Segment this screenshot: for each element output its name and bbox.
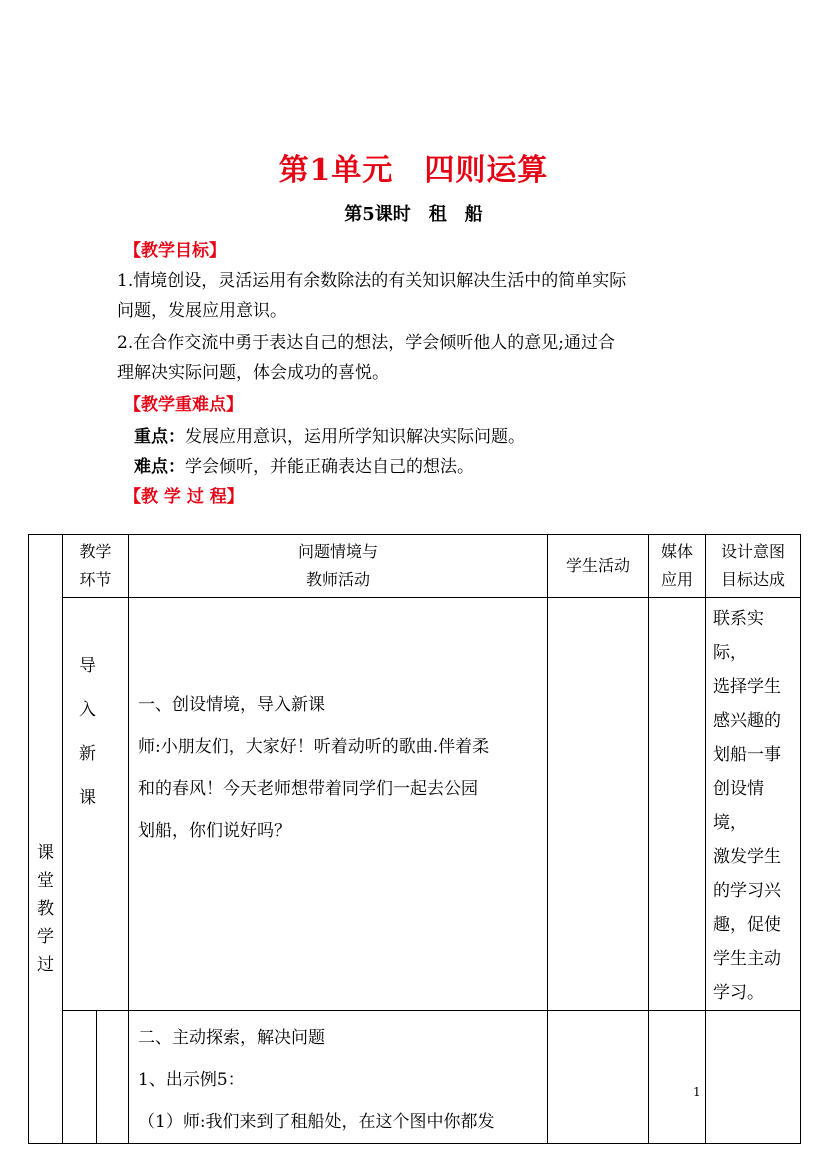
design-cell: 联系实际， 选择学生 感兴趣的 划船一事 创设情境， 激发学生 的学习兴 趣，促使 学生主动 学习。 [706,598,801,1011]
focus-line [134,422,525,447]
goal-line: 2.在合作交流中勇于表达自己的想法，学会倾听他人的意见;通过合 [117,333,615,353]
activity-cell: 一、创设情境，导入新课 师:小朋友们，大家好！听着动听的歌曲.伴着柔 和的春风！今天老师想带着同学们一起去公园 划船，你们说好吗？ [129,598,548,1011]
stage-cell: 导 入 新 课 [63,598,129,1011]
header-media: 媒体 应用 [649,535,706,598]
process-heading: 【教 学 过 程】 [124,487,244,507]
focus-label: 重点： [134,427,185,447]
goal-line: 理解决实际问题，体会成功的喜悦。 [117,363,389,383]
student-cell [548,598,649,1011]
student-cell [548,1011,649,1144]
page-number: 1 [693,1085,701,1099]
table-header-row [29,535,801,598]
header-student: 学生活动 [548,535,649,598]
lesson-subtitle: 第5课时 租 船 [344,204,483,225]
difficulty-line [134,452,474,477]
goal-line: 1.情境创设，灵活运用有余数除法的有关知识解决生活中的简单实际 [117,271,627,291]
focus-text: 发展应用意识，运用所学知识解决实际问题。 [185,427,525,447]
design-cell [706,1011,801,1144]
difficulty-text: 学会倾听，并能正确表达自己的想法。 [185,457,474,477]
side-label: 课 堂 教 学 过 [29,535,63,1144]
stage-cell-blank [63,1011,97,1144]
header-activity: 问题情境与 教师活动 [129,535,548,598]
media-cell [649,598,706,1011]
stage-cell-blank [97,1011,129,1144]
header-design: 设计意图 目标达成 [706,535,801,598]
media-cell [649,1011,706,1144]
activity-cell: 二、主动探索，解决问题 1、出示例5： （1）师:我们来到了租船处，在这个图中你都发 [129,1011,548,1144]
difficulty-label: 难点： [134,457,185,477]
table-row [29,1011,801,1144]
header-stage: 教学 环节 [63,535,129,598]
lesson-process-table [28,534,801,1144]
page-title: 第1单元 四则运算 [278,153,549,188]
goals-heading: 【教学目标】 [124,241,226,261]
key-points-heading: 【教学重难点】 [124,395,243,415]
table-row [29,598,801,1011]
goal-line: 问题，发展应用意识。 [117,301,287,321]
